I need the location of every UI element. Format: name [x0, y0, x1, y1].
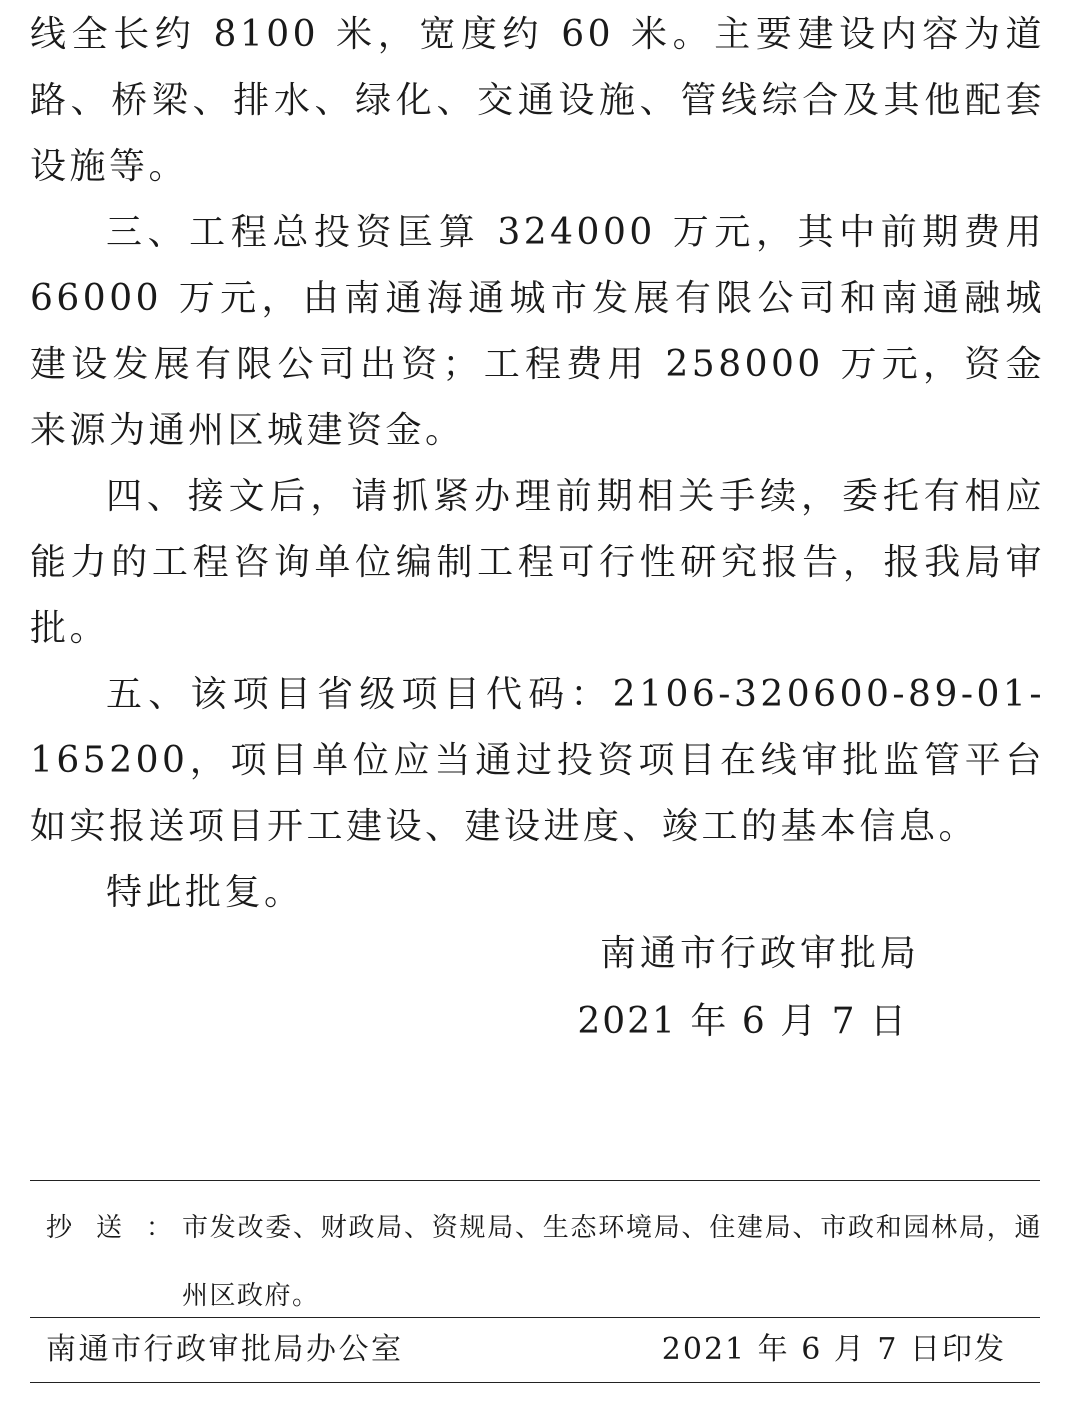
divider-bottom	[30, 1382, 1040, 1383]
divider-top	[30, 1180, 1040, 1181]
divider-middle	[30, 1317, 1040, 1318]
signature-organization: 南通市行政审批局	[599, 933, 920, 974]
body-paragraph-procedures: 四、接文后，请抓紧办理前期相关手续，委托有相应能力的工程咨询单位编制工程可行性研究报告，报我局审批。	[30, 476, 1045, 649]
footer-issue-date: 2021 年 6 月 7 日印发	[661, 1332, 1006, 1367]
body-paragraph-investment: 三、工程总投资匡算 324000 万元，其中前期费用 66000 万元，由南通海通城市发展有限公司和南通融城建设发展有限公司出资；工程费用 258000 万元，资金来源为通州区城建资金。	[30, 212, 1045, 451]
cc-recipients: 市发改委、财政局、资规局、生态环境局、住建局、市政和园林局，通州区政府。	[182, 1213, 1042, 1311]
body-paragraph-project-code: 五、该项目省级项目代码：2106-320600-89-01-165200，项目单位应当通过投资项目在线审批监管平台如实报送项目开工建设、建设进度、竣工的基本信息。	[30, 674, 1045, 847]
body-paragraph-continuation: 线全长约 8100 米，宽度约 60 米。主要建设内容为道路、桥梁、排水、绿化、交通设施、管线综合及其他配套设施等。	[30, 14, 1045, 187]
body-paragraph-closing: 特此批复。	[106, 872, 304, 913]
signature-date: 2021 年 6 月 7 日	[577, 1001, 908, 1042]
footer-issuer: 南通市行政审批局办公室	[46, 1332, 404, 1367]
document-body	[30, 2, 1045, 926]
cc-label: 抄送：	[46, 1213, 197, 1243]
signature-block	[577, 920, 920, 1056]
